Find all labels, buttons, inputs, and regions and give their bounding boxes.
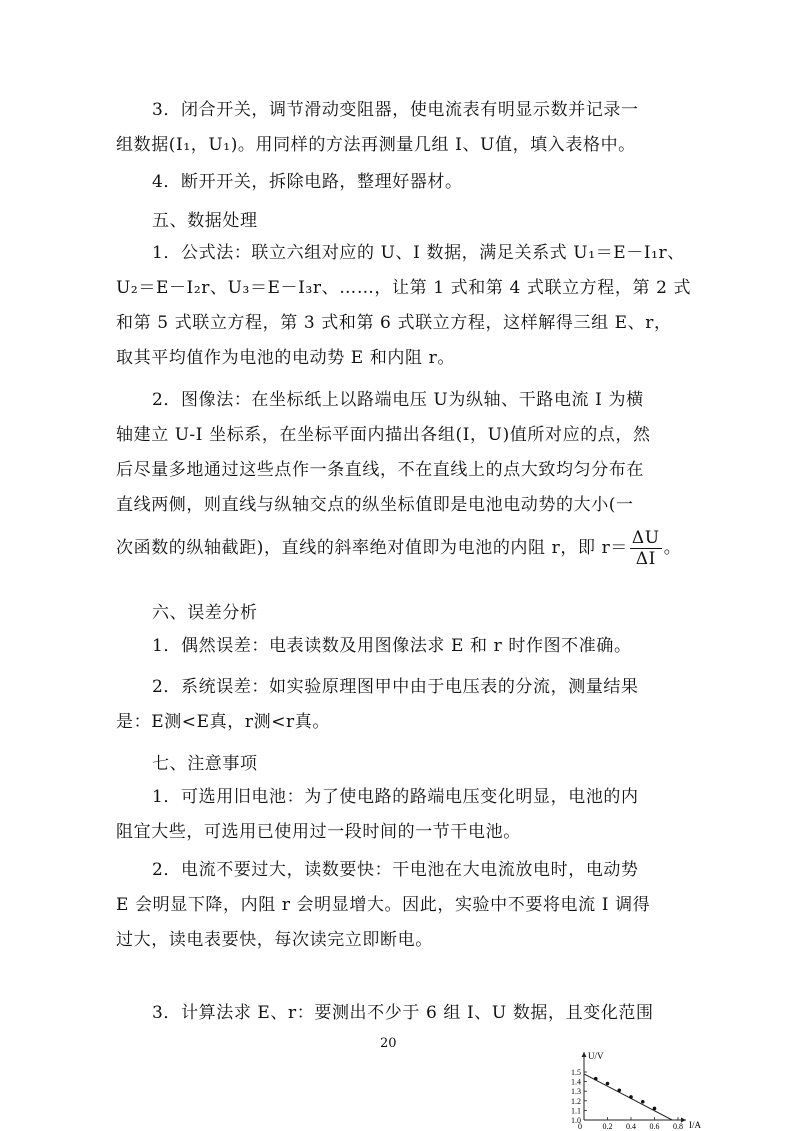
text-line: 和第 5 式联立方程，第 3 式和第 6 式联立方程，这样解得三组 E、r，	[116, 313, 672, 333]
text-line: 2．系统误差：如实验原理图甲中由于电压表的分流，测量结果	[152, 677, 639, 697]
text-line: 1．公式法：联立六组对应的 U、I 数据，满足关系式 U₁＝E－I₁r、	[152, 243, 685, 263]
page-number: 20	[380, 1036, 397, 1051]
section-heading-precautions: 七、注意事项	[152, 754, 258, 774]
text-line: 取其平均值作为电池的电动势 E 和内阻 r。	[116, 348, 455, 368]
ui-graph-figure	[548, 1050, 708, 1131]
fraction-numerator: ΔU	[631, 528, 660, 548]
section-heading-error-analysis: 六、误差分析	[152, 603, 258, 623]
y-tick-label: 1.5	[571, 1068, 581, 1077]
x-tick-label: 0	[578, 1122, 582, 1131]
x-tick-label: 0.8	[673, 1122, 683, 1131]
delta-fraction	[630, 528, 662, 569]
data-point	[641, 1100, 645, 1104]
data-point	[606, 1082, 610, 1086]
y-tick-label: 1.3	[571, 1087, 581, 1097]
text-line: 是：E测<E真，r测<r真。	[116, 712, 330, 732]
ui-chart-svg	[548, 1050, 708, 1131]
data-point	[653, 1107, 657, 1111]
text-line: 阻宜大些，可选用已使用过一段时间的一节干电池。	[116, 822, 521, 842]
x-tick-label: 0.2	[602, 1122, 613, 1131]
text-line: 轴建立 U-I 坐标系，在坐标平面内描出各组(I，U)值所对应的点，然	[116, 425, 651, 445]
y-tick-label: 1.0	[571, 1116, 581, 1125]
note1-paragraph	[116, 780, 726, 850]
text-line: 直线两侧，则直线与纵轴交点的纵坐标值即是电池电动势的大小(一	[116, 495, 634, 515]
text-line: 4．断开开关，拆除电路，整理好器材。	[152, 172, 463, 192]
y-axis-arrow	[582, 1052, 587, 1057]
text-fragment: 。	[663, 538, 682, 558]
x-tick-label: 0.4	[626, 1122, 636, 1131]
text-line: 2．电流不要过大，读数要快：干电池在大电流放电时，电动势	[152, 860, 639, 880]
text-line: 1．可选用旧电池：为了使电路的路端电压变化明显，电池的内	[152, 787, 639, 807]
text-line: E 会明显下降，内阻 r 会明显增大。因此，实验中不要将电流 I 调得	[116, 895, 651, 915]
text-line: 2．图像法：在坐标纸上以路端电压 U为纵轴、干路电流 I 为横	[152, 390, 644, 410]
error1-paragraph	[116, 629, 726, 664]
y-tick-label: 1.1	[571, 1106, 581, 1116]
fraction-denominator: ΔI	[635, 549, 656, 569]
text-line: 后尽量多地通过这些点作一条直线，不在直线上的点大致均匀分布在	[116, 460, 644, 480]
step4-paragraph	[116, 165, 726, 200]
step3-paragraph	[116, 93, 726, 163]
formula-method-paragraph	[116, 236, 726, 376]
note2-paragraph	[116, 853, 726, 958]
data-point	[617, 1088, 621, 1092]
section-heading-data-processing: 五、数据处理	[152, 211, 258, 231]
graph-method-paragraph	[116, 383, 726, 573]
y-tick-label: 1.2	[571, 1096, 581, 1106]
text-line: 3．闭合开关，调节滑动变阻器，使电流表有明显示数并记录一	[152, 100, 639, 120]
text-line: U₂＝E－I₂r、U₃＝E－I₃r、……，让第 1 式和第 4 式联立方程，第 2 式	[116, 278, 692, 298]
text-line: 组数据(I₁，U₁)。用同样的方法再测量几组 I、U值，填入表格中。	[116, 135, 636, 155]
text-line: 1．偶然误差：电表读数及用图像法求 E 和 r 时作图不准确。	[152, 636, 632, 656]
text-line: 过大，读电表要快，每次读完立即断电。	[116, 930, 433, 950]
error2-paragraph	[116, 670, 726, 740]
data-point	[594, 1077, 598, 1081]
y-tick-label: 1.4	[571, 1077, 581, 1087]
calc-method-paragraph	[116, 996, 726, 1031]
text-fragment: 次函数的纵轴截距)，直线的斜率绝对值即为电池的内阻 r，即 r＝	[116, 538, 628, 558]
y-axis-label: U/V	[588, 1051, 604, 1061]
text-line: 3．计算法求 E、r：要测出不少于 6 组 I、U 数据，且变化范围	[152, 1003, 654, 1023]
text-line	[116, 523, 726, 573]
fit-line	[584, 1074, 672, 1120]
x-axis-label: I/A	[689, 1120, 701, 1130]
data-point	[629, 1095, 633, 1099]
x-tick-label: 0.6	[649, 1122, 660, 1131]
